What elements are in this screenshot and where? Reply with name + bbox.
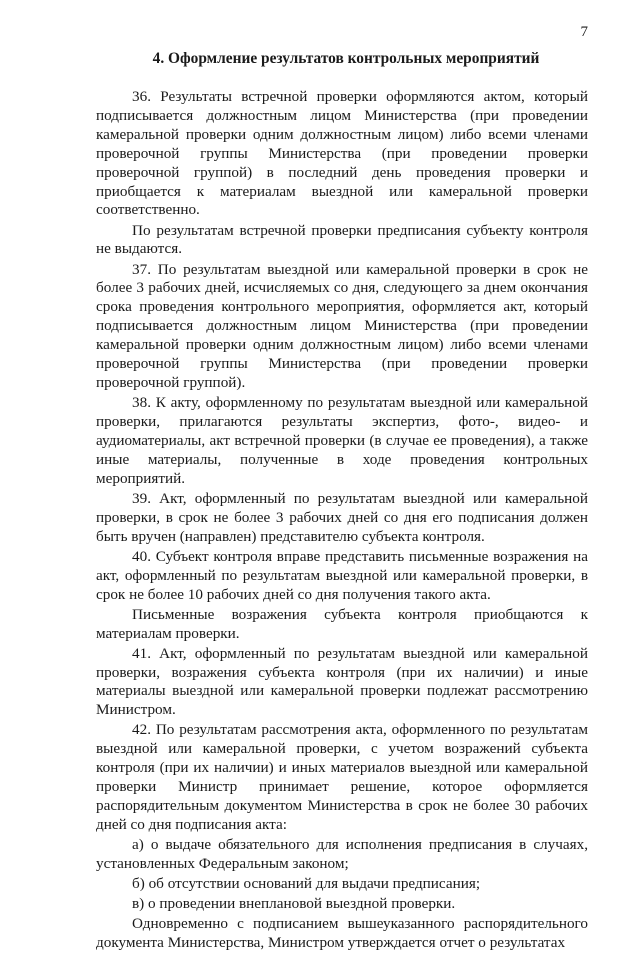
paragraph-41: 41. Акт, оформленный по результатам выездной или камеральной проверки, возражения субъекта контроля (при их наличии) и иные материалы выездной или камеральной проверки подлежат рассмотрению Министром. bbox=[96, 644, 588, 719]
list-item-c: в) о проведении внеплановой выездной проверки. bbox=[132, 895, 456, 913]
list-item-a: а) о выдаче обязательного для исполнения предписания в случаях, установленных Федеральным законом; bbox=[96, 836, 588, 872]
document-body bbox=[96, 88, 588, 953]
paragraph-36-note: По результатам встречной проверки предписания субъекту контроля не выдаются. bbox=[96, 221, 588, 258]
list-item-b: б) об отсутствии оснований для выдачи предписания; bbox=[132, 875, 481, 893]
paragraph-38: 38. К акту, оформленному по результатам выездной или камеральной проверки, прилагаются результаты экспертиз, фото-, видео- и аудиоматериалы, акт встречной проверки (в случае ее проведения), а также иные материалы, полученные в ходе проведения контрольных мероприятий. bbox=[96, 394, 588, 487]
paragraph-report: Одновременно с подписанием вышеуказанного распорядительного документа Министерства, Министром утверждается отчет о результатах bbox=[96, 915, 588, 952]
section-heading: 4. Оформление результатов контрольных мероприятий bbox=[152, 50, 540, 67]
paragraph-36: 36. Результаты встречной проверки оформляются актом, который подписывается должностным лицом Министерства (при проведении камеральной проверки одним должностным лицом) либо всеми членами проверочной группы Министерства (при проведении проверки проверочной группой) в последний день проведения проверки и приобщается к материалам выездной или камеральной проверки соответственно. bbox=[96, 88, 588, 219]
paragraph-37: 37. По результатам выездной или камеральной проверки в срок не более 3 рабочих дней, исчисляемых со дня, следующего за днем окончания срока проведения контрольного мероприятия, оформляется акт, который подписывается должностным лицом Министерства (при проведении камеральной проверки одним должностным лицом) либо всеми членами проверочной группы Министерства (при проведении проверки проверочной группой). bbox=[96, 260, 588, 391]
paragraph-40-note: Письменные возражения субъекта контроля приобщаются к материалам проверки. bbox=[96, 605, 588, 642]
paragraph-40: 40. Субъект контроля вправе представить письменные возражения на акт, оформленный по результатам выездной или камеральной проверки, в срок не более 10 рабочих дней со дня получения такого акта. bbox=[96, 547, 588, 603]
paragraph-42: 42. По результатам рассмотрения акта, оформленного по результатам выездной или камеральной проверки, с учетом возражений субъекта контроля (при их наличии) и иных материалов выездной или камеральной проверки Министр принимает решение, которое оформляется распорядительным документом Министерства в срок не более 30 рабочих дней со дня подписания акта: bbox=[96, 721, 588, 833]
page-number: 7 bbox=[580, 24, 588, 40]
paragraph-39: 39. Акт, оформленный по результатам выездной или камеральной проверки, в срок не более 3 рабочих дней со дня его подписания должен быть вручен (направлен) представителю субъекта контроля. bbox=[96, 489, 588, 545]
